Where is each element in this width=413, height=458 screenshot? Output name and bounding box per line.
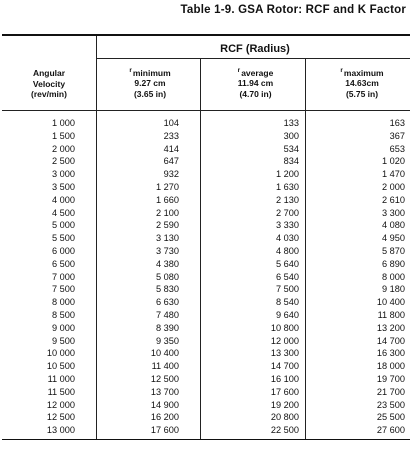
table-row — [0, 258, 413, 271]
rcf-maximum-cell: 5 870 — [382, 245, 405, 256]
rcf-maximum-cell: 2 610 — [382, 194, 405, 205]
angular-velocity-cell: 12 000 — [46, 399, 75, 410]
rcf-maximum-cell: 6 890 — [382, 258, 405, 269]
rcf-minimum-cell: 1 270 — [156, 181, 179, 192]
rcf-average-cell: 3 330 — [276, 220, 299, 231]
row-label-line-3: (rev/min) — [31, 89, 67, 99]
rcf-average-cell: 300 — [283, 130, 299, 141]
column-radius-cm: 9.27 cm — [134, 78, 166, 89]
bottom-rule — [2, 439, 410, 440]
angular-velocity-cell: 5 000 — [52, 220, 75, 231]
rcf-maximum-cell: 653 — [389, 143, 405, 154]
rcf-average-cell: 2 700 — [276, 207, 299, 218]
angular-velocity-cell: 8 000 — [52, 297, 75, 308]
table-row — [0, 360, 413, 373]
table-row — [0, 232, 413, 245]
rcf-average-cell: 19 200 — [270, 399, 299, 410]
rcf-minimum-cell: 12 500 — [150, 373, 179, 384]
rcf-group-header: RCF (Radius) — [220, 43, 290, 55]
angular-velocity-cell: 7 500 — [52, 284, 75, 295]
rcf-maximum-cell: 1 020 — [382, 156, 405, 167]
angular-velocity-cell: 9 500 — [52, 335, 75, 346]
rcf-average-cell: 16 100 — [270, 373, 299, 384]
rcf-maximum-cell: 21 700 — [376, 386, 405, 397]
table-body — [0, 117, 413, 437]
rcf-average-cell: 1 200 — [276, 169, 299, 180]
top-rule — [2, 34, 410, 36]
rcf-maximum-cell: 14 700 — [376, 335, 405, 346]
rcf-average-cell: 534 — [283, 143, 299, 154]
rcf-minimum-cell: 11 400 — [151, 361, 179, 372]
table-row — [0, 399, 413, 412]
rcf-average-cell: 9 640 — [276, 309, 299, 320]
rcf-average-cell: 8 540 — [276, 297, 299, 308]
rcf-maximum-cell: 3 300 — [382, 207, 405, 218]
rcf-maximum-cell: 8 000 — [382, 271, 405, 282]
rcf-maximum-cell: 23 500 — [376, 399, 405, 410]
rcf-maximum-cell: 10 400 — [376, 297, 405, 308]
rcf-average-cell: 17 600 — [270, 386, 299, 397]
table-row — [0, 155, 413, 168]
table-row — [0, 335, 413, 348]
angular-velocity-cell: 11 500 — [47, 386, 75, 397]
rcf-minimum-cell: 932 — [163, 169, 179, 180]
table-row — [0, 117, 413, 130]
angular-velocity-cell: 5 500 — [52, 233, 75, 244]
rcf-minimum-cell: 5 830 — [156, 284, 179, 295]
rcf-minimum-cell: 9 350 — [156, 335, 179, 346]
rcf-average-cell: 13 300 — [270, 348, 299, 359]
angular-velocity-cell: 9 000 — [52, 322, 75, 333]
rcf-minimum-cell: 17 600 — [150, 425, 179, 436]
table-row — [0, 386, 413, 399]
column-radius-in: (5.75 in) — [345, 88, 379, 99]
rcf-maximum-cell: 27 600 — [376, 425, 405, 436]
table-row — [0, 309, 413, 322]
rcf-average-cell: 12 000 — [270, 335, 299, 346]
row-label-line-2: Velocity — [32, 78, 66, 89]
column-radius-in: (4.70 in) — [239, 88, 272, 99]
rcf-minimum-cell: 10 400 — [150, 348, 179, 359]
column-header-minimum — [110, 66, 190, 99]
table-row — [0, 168, 413, 181]
rcf-minimum-cell: 5 080 — [156, 271, 179, 282]
radius-mark: r — [340, 67, 343, 74]
rcf-average-cell: 4 030 — [276, 233, 299, 244]
rcf-average-cell: 5 640 — [276, 258, 299, 269]
rcf-maximum-cell: 4 080 — [382, 220, 405, 231]
rcf-minimum-cell: 2 100 — [156, 207, 179, 218]
rcf-minimum-cell: 233 — [163, 130, 179, 141]
rcf-maximum-cell: 4 950 — [382, 233, 405, 244]
column-radius-cm: 11.94 cm — [237, 78, 274, 89]
rcf-maximum-cell: 11 800 — [377, 309, 405, 320]
angular-velocity-cell: 1 000 — [52, 118, 75, 128]
table-row — [0, 296, 413, 309]
table-title: Table 1-9. GSA Rotor: RCF and K Factor — [180, 4, 406, 16]
table-row — [0, 424, 413, 437]
rcf-minimum-cell: 1 660 — [156, 194, 179, 205]
angular-velocity-cell: 2 500 — [52, 156, 75, 167]
rcf-average-cell: 6 540 — [276, 271, 299, 282]
angular-velocity-cell: 7 000 — [52, 271, 75, 282]
rcf-minimum-cell: 2 590 — [156, 220, 179, 231]
table-row — [0, 194, 413, 207]
angular-velocity-cell: 4 500 — [52, 207, 75, 218]
rcf-maximum-cell: 18 000 — [376, 361, 405, 372]
rcf-average-cell: 10 800 — [270, 322, 299, 333]
angular-velocity-cell: 10 000 — [46, 348, 75, 359]
angular-velocity-cell: 10 500 — [46, 361, 75, 372]
angular-velocity-cell: 3 000 — [52, 169, 75, 180]
rcf-minimum-cell: 414 — [163, 143, 179, 154]
table-row — [0, 283, 413, 296]
angular-velocity-cell: 12 500 — [46, 412, 75, 423]
rcf-average-cell: 133 — [283, 118, 299, 128]
table-row — [0, 373, 413, 386]
radius-mark: r — [237, 67, 241, 74]
angular-velocity-cell: 6 000 — [52, 245, 75, 256]
rcf-average-cell: 7 500 — [276, 284, 299, 295]
angular-velocity-cell: 1 500 — [52, 130, 75, 141]
table-row — [0, 207, 413, 220]
column-name: average — [241, 67, 274, 78]
rcf-maximum-cell: 25 500 — [376, 412, 405, 423]
radius-mark: r — [129, 67, 132, 74]
angular-velocity-cell: 11 000 — [47, 373, 75, 384]
rcf-minimum-cell: 4 380 — [156, 258, 179, 269]
table-row — [0, 347, 413, 360]
table-row — [0, 143, 413, 156]
rcf-minimum-cell: 6 630 — [156, 297, 179, 308]
table-row — [0, 130, 413, 143]
rcf-average-cell: 834 — [283, 156, 299, 167]
table-row — [0, 181, 413, 194]
row-label-line-1: Angular — [32, 68, 66, 78]
column-name: maximum — [343, 67, 384, 78]
column-radius-in: (3.65 in) — [133, 88, 167, 99]
rcf-average-cell: 1 630 — [276, 181, 299, 192]
rcf-maximum-cell: 367 — [389, 130, 405, 141]
rcf-maximum-cell: 163 — [389, 118, 405, 128]
rcf-minimum-cell: 13 700 — [150, 386, 179, 397]
rcf-minimum-cell: 14 900 — [150, 399, 179, 410]
rcf-average-cell: 20 800 — [270, 412, 299, 423]
group-header-underline — [96, 58, 410, 59]
rcf-minimum-cell: 8 390 — [156, 322, 179, 333]
table-row — [0, 219, 413, 232]
angular-velocity-cell: 13 000 — [46, 425, 75, 436]
angular-velocity-cell: 4 000 — [52, 194, 75, 205]
rcf-minimum-cell: 104 — [163, 118, 179, 128]
angular-velocity-header — [2, 68, 96, 100]
rcf-average-cell: 14 700 — [270, 361, 299, 372]
rcf-minimum-cell: 647 — [163, 156, 179, 167]
rcf-minimum-cell: 16 200 — [150, 412, 179, 423]
column-header-maximum — [318, 66, 406, 99]
table-row — [0, 245, 413, 258]
table-row — [0, 411, 413, 424]
rcf-minimum-cell: 7 480 — [156, 309, 179, 320]
rcf-average-cell: 2 130 — [276, 194, 299, 205]
angular-velocity-cell: 6 500 — [52, 258, 75, 269]
table-row — [0, 271, 413, 284]
header-underline — [2, 110, 410, 111]
angular-velocity-cell: 8 500 — [52, 309, 75, 320]
rcf-maximum-cell: 16 300 — [376, 348, 405, 359]
column-header-average — [213, 66, 298, 99]
rcf-maximum-cell: 13 200 — [376, 322, 405, 333]
rcf-minimum-cell: 3 130 — [156, 233, 179, 244]
rcf-average-cell: 4 800 — [276, 245, 299, 256]
column-radius-cm: 14.63cm — [345, 78, 379, 89]
rcf-maximum-cell: 9 180 — [382, 284, 405, 295]
table-row — [0, 322, 413, 335]
angular-velocity-cell: 3 500 — [52, 181, 75, 192]
rcf-maximum-cell: 19 700 — [376, 373, 405, 384]
angular-velocity-cell: 2 000 — [52, 143, 75, 154]
column-name: minimum — [132, 67, 171, 78]
rcf-minimum-cell: 3 730 — [156, 245, 179, 256]
rcf-maximum-cell: 1 470 — [382, 169, 405, 180]
rcf-average-cell: 22 500 — [270, 425, 299, 436]
rcf-maximum-cell: 2 000 — [382, 181, 405, 192]
